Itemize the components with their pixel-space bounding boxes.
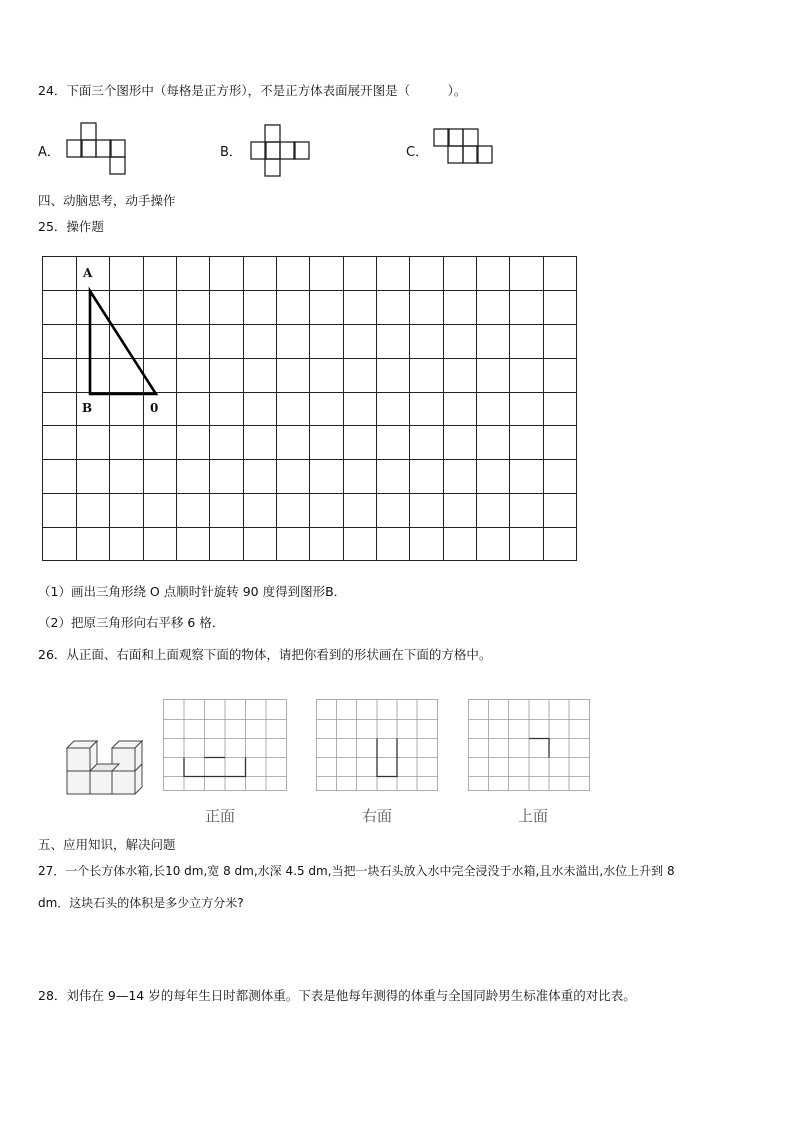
q24-text: 24．下面三个图形中（每格是正方形），不是正方体表面展开图是（ ）。 (38, 83, 467, 98)
q25-step-2: （2）把原三角形向右平移 6 格． (38, 615, 225, 630)
q25-title: 25．操作题 (38, 219, 104, 234)
q25-triangle (90, 291, 156, 394)
q25-point-o-label: 0 (150, 401, 159, 415)
q27-line-2: dm．这块石头的体积是多少立方分米? (38, 896, 244, 910)
q26-caption-right: 右面 (362, 807, 393, 825)
section-4-title: 四、动脑思考，动手操作 (38, 193, 176, 208)
q26-text: 26．从正面、右面和上面观察下面的物体，请把你看到的形状画在下面的方格中。 (38, 647, 492, 662)
q24-option-a-label: A． (38, 145, 60, 160)
q26-caption-top: 上面 (518, 807, 549, 825)
q26-caption-front: 正面 (205, 807, 236, 825)
q27-line-1: 27．一个长方体水箱,长10 dm,宽 8 dm,水深 4.5 dm,当把一块石头放入水中完全浸没于水箱,且水未溢出,水位上升到 8 (38, 864, 675, 878)
q26-view-grids (0, 690, 794, 810)
q25-step-1: （1）画出三角形绕 O 点顺时针旋转 90 度得到图形B． (38, 584, 347, 599)
q25-point-b-label: B (82, 401, 93, 415)
q25-point-a-label: A (83, 266, 93, 280)
section-5-title: 五、应用知识，解决问题 (38, 837, 176, 852)
q24-option-c-label: C． (406, 145, 429, 160)
q24-option-b-label: B． (220, 145, 242, 160)
q28-text: 28．刘伟在 9—14 岁的每年生日时都测体重。下表是他每年测得的体重与全国同龄男生标准体重的对比表。 (38, 988, 636, 1003)
